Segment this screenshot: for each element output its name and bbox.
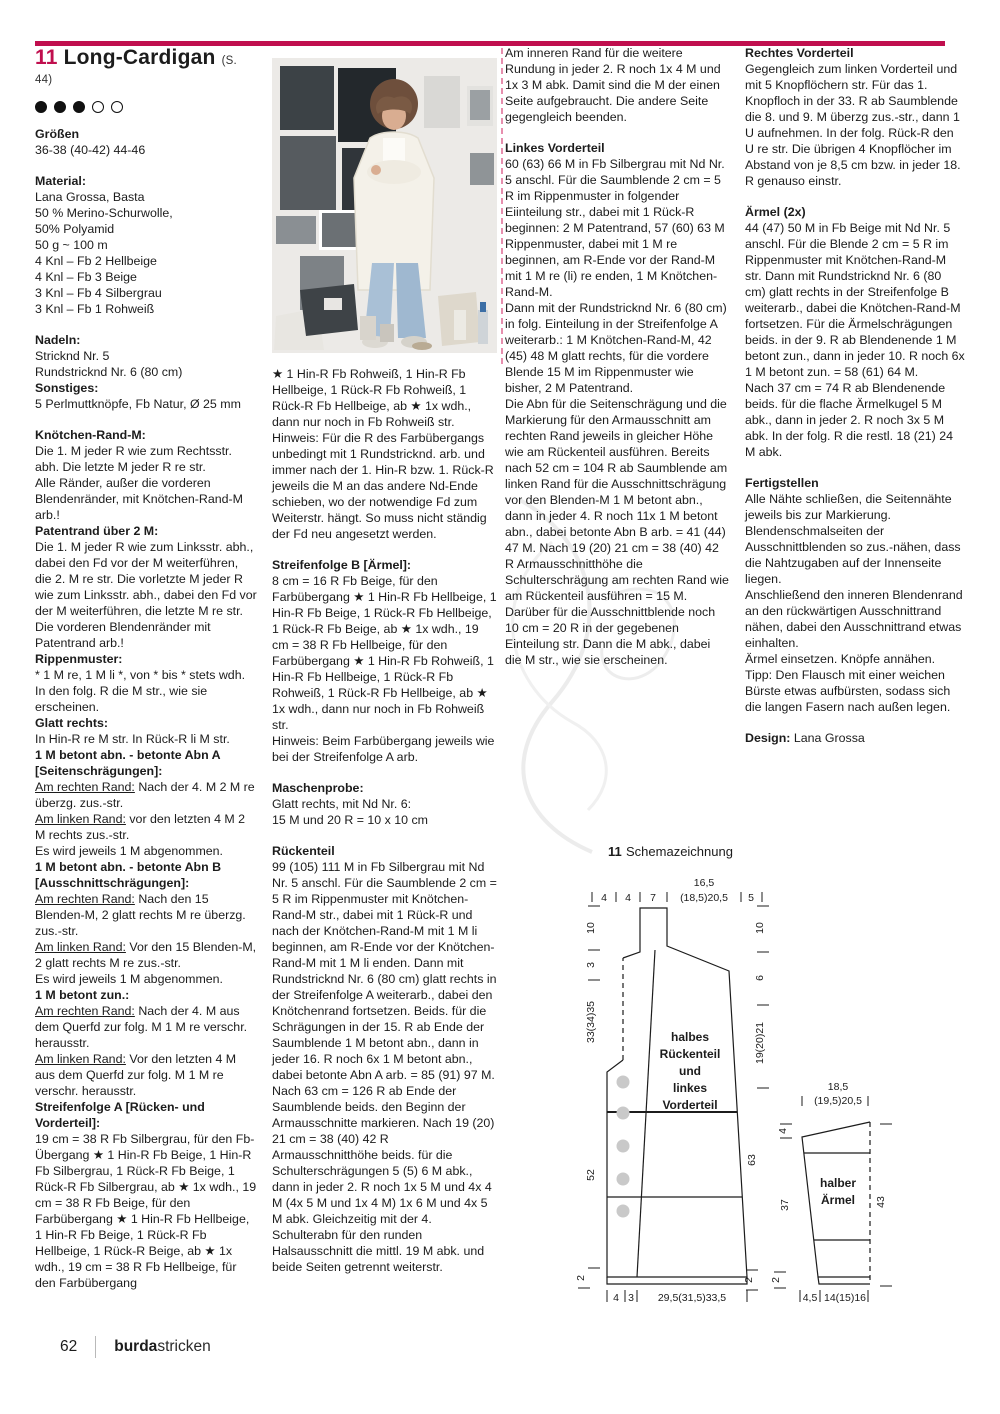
paragraph: Ärmel einsetzen. Knöpfe annähen. [745, 652, 936, 666]
paragraph: 3 Knl – Fb 4 Silbergrau [35, 286, 162, 300]
paragraph: Hinweis: Für die R des Farbübergangs unbedingt mit 1 Rundstricknd. arb. und immer nach der 1. Hin-R bzw. 1. Rück-R jeweils die M an das andere Nd-Ende schieben, wo der notwendige Fd zum Weiterstr. hängt. So muss nicht ständig der Fd neu angesetzt werden. [272, 431, 494, 541]
paragraph: Glatt rechts, mit Nd Nr. 6: [272, 797, 412, 811]
paragraph: In Hin-R re M str. In Rück-R li M str. [35, 732, 230, 746]
sleeve-part-label [820, 1176, 856, 1207]
paragraph: Am linken Rand: Vor den 15 Blenden-M, 2 glatt rechts M re zus.-str. [35, 940, 257, 970]
paragraph: 4 Knl – Fb 2 Hellbeige [35, 254, 157, 268]
paragraph: Dann mit der Rundstricknd Nr. 6 (80 cm) in folg. Einteilung in der Streifenfolge A weiterarb.: 1 M Knötchen-Rand-M, 42 (45) 48 M glatt rechts, für die vordere Blende 15 M im Rippenmuster wie bisher, 2 M Patentrand. [505, 301, 727, 395]
column-2-text [272, 366, 497, 1275]
part-label-line: halbes [670, 1030, 710, 1044]
paragraph: Es wird jeweils 1 M abgenommen. [35, 972, 224, 986]
difficulty-dot [54, 101, 66, 113]
underlined-lead: Am rechten Rand: [35, 780, 135, 794]
measurement-label: 4 [625, 892, 631, 904]
section-heading: 1 M betont zun.: [35, 988, 130, 1002]
measurement-label: 43 [875, 1196, 887, 1208]
paragraph: 36-38 (40-42) 44-46 [35, 143, 146, 157]
paragraph: Anschließend den inneren Blendenrand an den rückwärtigen Ausschnittrand nähen, dabei den Ausschnittrand etwas einhalten. [745, 588, 963, 650]
paragraph: 8 cm = 16 R Fb Beige, für den Farbübergang ★ 1 Hin-R Fb Hellbeige, 1 Hin-R Fb Beige, 1 Rück-R Fb Hellbeige, 1 Rück-R Fb Beige, ab ★ 1x wdh., 19 cm = 38 R Fb Hellbeige, für den Farbübergang ★ 1 Hin-R Fb Rohweiß, 1 Hin-R Fb Hellbeige, 1 Rück-R Fb Rohweiß, 1 Rück-R Fb Hellbeige, ab ★ 1x wdh., dann nur noch in Fb Rohweiß str. [272, 574, 497, 732]
spacer [35, 412, 257, 427]
measurement-label: 29,5(31,5)33,5 [657, 1292, 727, 1304]
paragraph: Am linken Rand: vor den letzten 4 M 2 M rechts zus.-str. [35, 812, 246, 842]
measurement-label: 33(34)35 [585, 1000, 597, 1044]
paragraph: 50 % Merino-Schurwolle, [35, 206, 173, 220]
section-heading: Größen [35, 127, 80, 141]
paragraph: Am linken Rand: Vor den letzten 4 M aus dem Querfd zur folg. M 1 M re verschr. herausstr. [35, 1052, 237, 1098]
section-heading: Material: [35, 174, 86, 188]
underlined-lead: Am linken Rand: [35, 1052, 126, 1066]
part-label-line: halber [819, 1176, 857, 1190]
pattern-name: Long-Cardigan [63, 46, 216, 69]
section-heading: Maschenprobe: [272, 781, 364, 795]
column-4-text [745, 45, 965, 746]
bold-lead: Design: [745, 731, 791, 745]
measurement-label: 63 [746, 1154, 758, 1166]
paragraph: Alle Ränder, außer die vorderen Blendenränder, mit Knötchen-Rand-M arb.! [35, 476, 244, 522]
underlined-lead: Am linken Rand: [35, 940, 126, 954]
page-footer [60, 1336, 211, 1358]
section-heading: 1 M betont abn. - betonte Abn B [Ausschnittschrägungen]: [35, 860, 222, 890]
fold-mark [501, 48, 503, 364]
measurement-label: 4 [777, 1128, 789, 1134]
underlined-lead: Am rechten Rand: [35, 892, 135, 906]
paragraph: 4 Knl – Fb 3 Beige [35, 270, 137, 284]
paragraph: Tipp: Den Flausch mit einer weichen Bürste etwas aufbürsten, sodass sich die langen Fasern nach außen legen. [745, 668, 951, 714]
back-front-part-label [660, 1030, 721, 1112]
difficulty-dot [111, 101, 123, 113]
section-heading: Patentrand über 2 M: [35, 524, 159, 538]
brand-bold: burda [114, 1338, 158, 1355]
measurement-label: 2 [770, 1277, 782, 1283]
measurement-label: 5 [748, 892, 754, 904]
magazine-brand [114, 1338, 210, 1356]
paragraph: ★ 1 Hin-R Fb Rohweiß, 1 Hin-R Fb Hellbeige, 1 Rück-R Fb Rohweiß, 1 Rück-R Fb Hellbeige, ab ★ 1x wdh., dann nur noch in Fb Rohweiß str. [272, 367, 472, 429]
paragraph: 3 Knl – Fb 1 Rohweiß [35, 302, 155, 316]
part-label-line: linkes [672, 1081, 708, 1095]
paragraph: Am inneren Rand für die weitere Rundung in jeder 2. R noch 1x 4 M und 1x 3 M abk. Damit sind die M der einen Seite aufgebraucht. Die andere Seite gegengleich beenden. [505, 46, 721, 124]
column-materials [35, 46, 257, 1291]
pattern-number: 11 [35, 46, 58, 69]
schematic-number: 11 [608, 844, 622, 859]
button-markers [617, 1076, 630, 1218]
spacer [272, 828, 497, 843]
paragraph: Es wird jeweils 1 M abgenommen. [35, 844, 224, 858]
section-heading: Streifenfolge B [Ärmel]: [272, 558, 412, 572]
spacer [745, 460, 965, 475]
photo-illustration [272, 58, 497, 353]
brand-light: stricken [157, 1338, 211, 1355]
measurement-label: 14(15)16 [823, 1292, 867, 1304]
column-instructions-a [272, 58, 497, 1275]
measurement-label: 4,5 [802, 1292, 818, 1304]
paragraph: Am rechten Rand: Nach der 4. M aus dem Querfd zur folg. M 1 M re verschr. herausstr. [35, 1004, 248, 1050]
part-label-line: Rückenteil [659, 1047, 721, 1061]
pattern-title [35, 46, 257, 88]
spacer [35, 158, 257, 173]
measurement-label: 19(20)21 [754, 1021, 766, 1065]
section-heading: Nadeln: [35, 333, 81, 347]
measurement-label: 3 [585, 962, 597, 968]
paragraph: Design: Lana Grossa [745, 731, 865, 745]
paragraph: Hinweis: Beim Farbübergang jeweils wie bei der Streifenfolge A arb. [272, 734, 495, 764]
paragraph: Rundstricknd Nr. 6 (80 cm) [35, 365, 183, 379]
measurement-label: 10 [754, 922, 766, 934]
measurement-label: 37 [779, 1199, 791, 1211]
paragraph: Stricknd Nr. 5 [35, 349, 110, 363]
paragraph: 60 (63) 66 M in Fb Silbergrau mit Nd Nr. 5 anschl. Für die Saumblende 2 cm = 5 R im Rippenmuster in folgender Eiinteilung str., dabei mit 1 Rück-R beginnen: 2 M Patentrand, 57 (60) 63 M Rippenmuster, dabei mit 1 M re beginnen, am R-Ende vor der Rand-M mit 1 M re (li) re enden, 1 M Knötchen-Rand-M. [505, 157, 725, 299]
measurement-label: 52 [585, 1169, 597, 1181]
column-instructions-c [745, 45, 965, 746]
part-label-line: und [679, 1064, 701, 1078]
page-number: 62 [60, 1338, 78, 1355]
measurement-label: 6 [754, 975, 766, 981]
difficulty-dot [92, 101, 104, 113]
footer-divider [95, 1336, 96, 1358]
schematic-heading [608, 844, 733, 859]
section-heading: Streifenfolge A [Rücken- und Vorderteil]: [35, 1100, 205, 1130]
paragraph: Die 1. M jeder R wie zum Linksstr. abh., dabei den Fd vor der M weiterführen, die 2. M re str. Die vorletzte M jeder R wie zum Linksstr. abh., dabei den Fd vor der M weiterführen, die letzte M re str. [35, 540, 257, 618]
paragraph: Die 1. M jeder R wie zum Rechtsstr. abh. Die letzte M jeder R re str. [35, 444, 232, 474]
column-3-text [505, 45, 730, 668]
measurement-label: 10 [585, 922, 597, 934]
section-heading: Rippenmuster: [35, 652, 123, 666]
paragraph: 50% Polyamid [35, 222, 115, 236]
difficulty-dot [73, 101, 85, 113]
paragraph: Am rechten Rand: Nach den 15 Blenden-M, 2 glatt rechts M re überzg. zus.-str. [35, 892, 246, 938]
column-instructions-b [505, 45, 730, 668]
measurement-label: 2 [743, 1277, 755, 1283]
spacer [272, 542, 497, 557]
section-heading: Linkes Vorderteil [505, 141, 605, 155]
section-heading: 1 M betont abn. - betonte Abn A [Seitenschrägungen]: [35, 748, 221, 778]
column-1-text [35, 126, 257, 1291]
section-heading: Glatt rechts: [35, 716, 108, 730]
underlined-lead: Am linken Rand: [35, 812, 126, 826]
spacer [35, 317, 257, 332]
paragraph: 15 M und 20 R = 10 x 10 cm [272, 813, 429, 827]
paragraph: Am rechten Rand: Nach der 4. M 2 M re überzg. zus.-str. [35, 780, 255, 810]
part-label-line: Vorderteil [662, 1098, 718, 1112]
paragraph: 50 g ~ 100 m [35, 238, 108, 252]
measurement-label: 2 [575, 1275, 587, 1281]
measurement-label: (18,5)20,5 [680, 892, 728, 904]
schematic-drawing [550, 840, 995, 1315]
paragraph: Gegengleich zum linken Vorderteil und mit 5 Knopflöchern str. Für das 1. Knopfloch in der 33. R ab Saumblende die 8. und 9. M überzg zus.-str., dann 1 U aufnehmen. In der folg. Rück-R den U re str. Die übrigen 4 Knopflöcher im Abstand von je 8,5 cm bzw. in jeder 18. R genauso einstr. [745, 62, 961, 188]
section-heading: Rückenteil [272, 844, 335, 858]
spacer [272, 765, 497, 780]
paragraph: 99 (105) 111 M in Fb Silbergrau mit Nd Nr. 5 anschl. Für die Saumblende 2 cm = 5 R im Rippenmuster mit Knötchen-Rand-M str., dabei mit 1 Rück-R und nach der Knötchen-Rand-M mit 1 M li beginnen, am R-Ende vor der Knötchen-Rand-M mit 1 M li enden. Dann mit Rundstricknd Nr. 6 (80 cm) glatt rechts in der Streifenfolge A weiterarb., dabei den Knötchenrand fortsetzen. Beids. für die Schrägungen in der 15. R ab Ende der Saumblende 1 M betont abn., dann in jeder 16. R noch 6x 1 M betont abn., dabei betonte Abn A arb. = 85 (91) 97 M. Nach 63 cm = 126 R ab Ende der Saumblende beids. den Beginn der Armausschnitte markieren. Nach 19 (20) 21 cm = 38 (40) 42 R Armausschnitthöhe beids. für die Schulterschrägungen 5 (5) 6 M abk., dann in jeder 2. R noch 1x 5 M und 4x 4 M (4x 5 M und 1x 4 M) 1x 6 M und 4x 5 M abk. Gleichzeitig mit der 4. Schulterabn für den runden Halsausschnitt die mittl. 19 M abk. und beide Seiten getrennt weiterstr. [272, 860, 497, 1274]
measurement-label: 16,5 [693, 877, 715, 889]
pattern-page-ref: (S. 44) [35, 55, 237, 86]
paragraph: 19 cm = 38 R Fb Silbergrau, für den Fb-Übergang ★ 1 Hin-R Fb Beige, 1 Hin-R Fb Silbergrau, 1 Rück-R Fb Beige, 1 Rück-R Fb Silbergrau, ab ★ 1x wdh., 19 cm = 38 R Fb Beige, für den Farbübergang ★ 1 Hin-R Fb Hellbeige, 1 Hin-R Fb Beige, 1 Rück-R Fb Hellbeige, 1 Rück-R Beige, ab ★ 1x wdh., 19 cm = 38 R Fb Hellbeige, für den Farbübergang [35, 1132, 257, 1290]
paragraph: 5 Perlmuttknöpfe, Fb Natur, Ø 25 mm [35, 397, 241, 411]
section-heading: Ärmel (2x) [745, 205, 806, 219]
paragraph: * 1 M re, 1 M li *, von * bis * stets wdh. In den folg. R die M str., wie sie erscheinen. [35, 668, 246, 714]
schematic-title: Schemazeichnung [626, 844, 733, 859]
measurement-label: 4 [613, 1292, 619, 1304]
spacer [505, 125, 730, 140]
spacer [745, 715, 965, 730]
section-heading: Rechtes Vorderteil [745, 46, 854, 60]
back-front-outline [607, 908, 747, 1284]
paragraph: Nach 37 cm = 74 R ab Blendenende beids. für die flache Ärmelkugel 5 M abk., dann in jeder 2. R noch 3x 5 M abk. In der folg. R die restl. 18 (21) 24 M abk. [745, 381, 953, 459]
underlined-lead: Am rechten Rand: [35, 1004, 135, 1018]
section-heading: Sonstiges: [35, 381, 99, 395]
paragraph: Alle Nähte schließen, die Seitennähte jeweils bis zur Markierung. Blendenschmalseiten der Ausschnittblenden so zus.-nähen, dass die Nahtzugaben auf der Innenseite liegen. [745, 492, 961, 586]
paragraph: 44 (47) 50 M in Fb Beige mit Nd Nr. 5 anschl. Für die Blende 2 cm = 5 R im Rippenmuster mit Knötchen-Rand-M str. Dann mit Rundstricknd Nr. 6 (80 cm) glatt rechts in der Streifenfolge B weiterarb., dabei die Knötchen-Rand-M fortsetzen. Für die Ärmelschrägungen beids. in der 9. R ab Blendenende 1 M betont zun., dann in jeder 10. R noch 6x 1 M betont zun. = 58 (61) 64 M. [745, 221, 965, 379]
measurement-label: 18,5 [827, 1081, 849, 1093]
measurement-label: 3 [628, 1292, 634, 1304]
spacer [745, 189, 965, 204]
section-heading: Knötchen-Rand-M: [35, 428, 146, 442]
measurement-label: 4 [601, 892, 607, 904]
difficulty-dot [35, 101, 47, 113]
difficulty-dots [35, 98, 257, 112]
back-front-measurements [575, 877, 766, 1304]
accent-top-bar [35, 41, 945, 46]
measurement-label: 7 [650, 892, 656, 904]
editorial-photo [272, 58, 497, 353]
paragraph: Die vorderen Blendenränder mit Patentrand arb.! [35, 620, 211, 650]
paragraph: Lana Grossa, Basta [35, 190, 145, 204]
part-label-line: Ärmel [820, 1193, 856, 1207]
measurement-label: (19,5)20,5 [814, 1095, 862, 1107]
section-heading: Fertigstellen [745, 476, 819, 490]
paragraph: Die Abn für die Seitenschrägung und die Markierung für den Armausschnitt am rechten Rand jeweils in gleicher Höhe wie am Rückenteil ausführen. Bereits nach 52 cm = 104 R ab Saumblende am linken Rand für die Ausschnittschrägung vor den Blenden-M 1 M betont abn., dann in jeder 4. R noch 11x 1 M betont abn., dabei betonte Abn B arb. = 41 (44) 47 M. Nach 19 (20) 21 cm = 38 (40) 42 R Armausschnitthöhe die Schulterschrägung am rechten Rand wie am Rückenteil ausführen = 15 M. Darüber für die Ausschnittblende noch 10 cm = 20 R in der gegebenen Einteilung str. Dann die M abk., dabei die M str., wie sie erscheinen. [505, 397, 729, 667]
